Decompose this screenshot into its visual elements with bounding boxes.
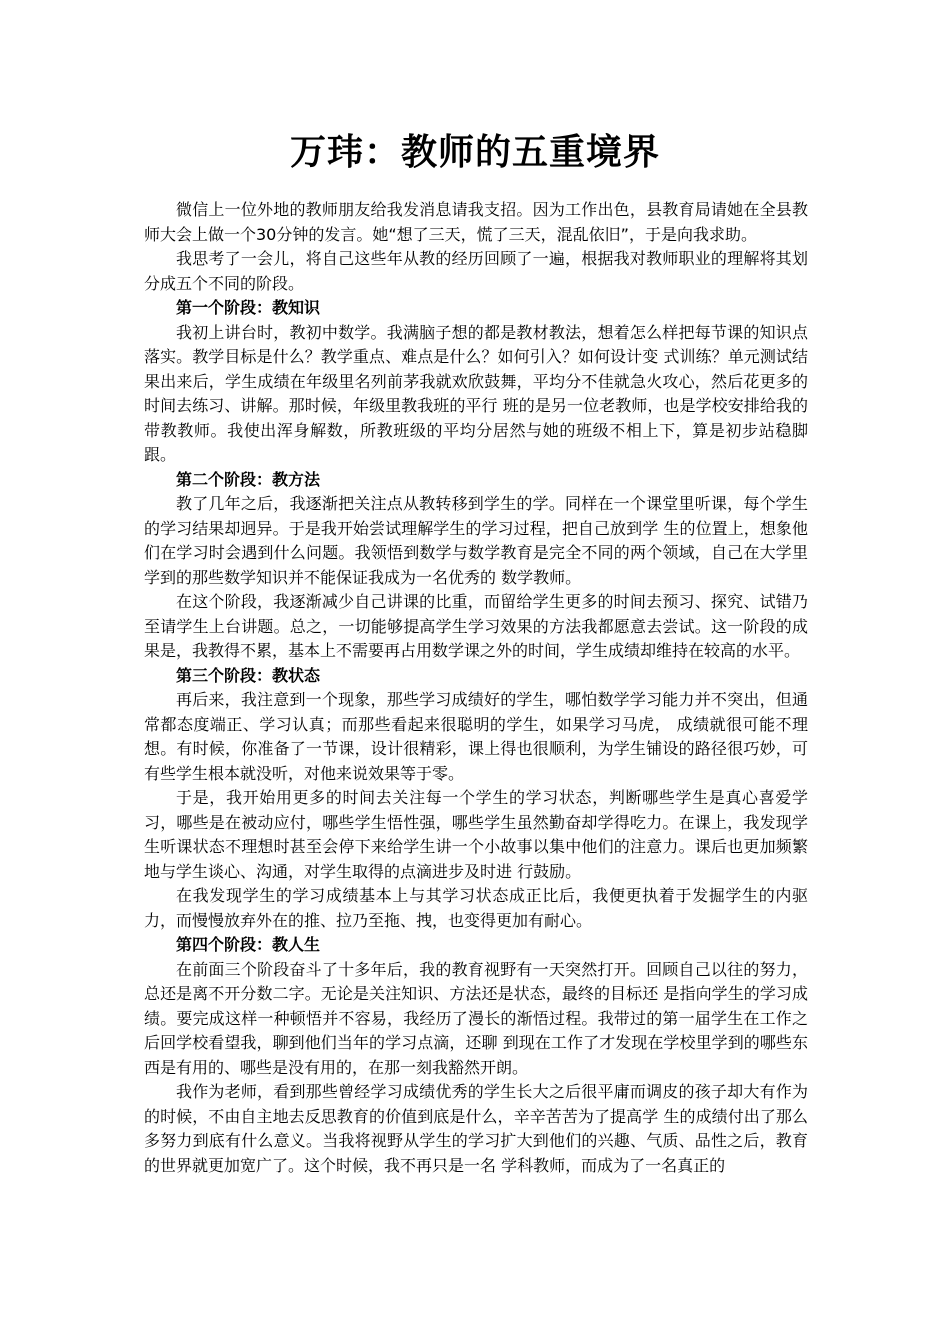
paragraph: 微信上一位外地的教师朋友给我发消息请我支招。因为工作出色，县教育局请她在全县教师大会上做一个30分钟的发言。她“想了三天，慌了三天，混乱依旧”，于是向我求助。	[144, 200, 808, 244]
paragraph: 我思考了一会儿，将自己这些年从教的经历回顾了一遍，根据我对教师职业的理解将其划分成五个不同的阶段。	[144, 249, 808, 293]
document-title: 万玮：教师的五重境界	[289, 131, 660, 173]
paragraph: 我初上讲台时，教初中数学。我满脑子想的都是教材教法，想着怎么样把每节课的知识点落实。教学目标是什么？教学重点、难点是什么？如何引入？如何设计变 式训练？单元测试结果出来后，学生成绩在年级里名列前茅我就欢欣鼓舞，平均分不佳就急火攻心，然后花更多的时间去练习、讲解。那时候，年级里教我班的平行 班的是另一位老教师，也是学校安排给我的带教教师。我使出浑身解数，所教班级的平均分居然与她的班级不相上下，算是初步站稳脚跟。	[144, 322, 808, 464]
paragraph: 在前面三个阶段奋斗了十多年后，我的教育视野有一天突然打开。回顾自己以往的努力，总还是离不开分数二字。无论是关注知识、方法还是状态，最终的目标还 是指向学生的学习成绩。要完成这样一种顿悟并不容易，我经历了漫长的渐悟过程。我带过的第一届学生在工作之后回学校看望我，聊到他们当年的学习点滴，还聊 到现在工作了才发现在学校里学到的哪些东西是有用的、哪些是没有用的，在那一刻我豁然开朗。	[144, 959, 808, 1077]
paragraph: 于是，我开始用更多的时间去关注每一个学生的学习状态，判断哪些学生是真心喜爱学习，哪些是在被动应付，哪些学生悟性强，哪些学生虽然勤奋却学得吃力。在课上，我发现学生听课状态不理想时甚至会停下来给学生讲一个小故事以集中他们的注意力。课后也更加频繁地与学生谈心、沟通，对学生取得的点滴进步及时进 行鼓励。	[144, 788, 808, 881]
document-body	[144, 198, 808, 1178]
section-heading: 第三个阶段：教状态	[176, 665, 321, 685]
paragraph: 在我发现学生的学习成绩基本上与其学习状态成正比后，我便更执着于发掘学生的内驱力，而慢慢放弃外在的推、拉乃至拖、拽，也变得更加有耐心。	[144, 886, 808, 930]
paragraph: 再后来，我注意到一个现象，那些学习成绩好的学生，哪怕数学学习能力并不突出，但通常都态度端正、学习认真；而那些看起来很聪明的学生，如果学习马虎， 成绩就很可能不理想。有时候，你准备了一节课，设计很精彩，课上得也很顺利，为学生铺设的路径很巧妙，可有些学生根本就没听，对他来说效果等于零。	[144, 690, 808, 783]
paragraph: 我作为老师，看到那些曾经学习成绩优秀的学生长大之后很平庸而调皮的孩子却大有作为的时候，不由自主地去反思教育的价值到底是什么，辛辛苦苦为了提高学 生的成绩付出了那么多努力到底有什么意义。当我将视野从学生的学习扩大到他们的兴趣、气质、品性之后，教育的世界就更加宽广了。这个时候，我不再只是一名 学科教师，而成为了一名真正的	[144, 1082, 808, 1175]
paragraph: 在这个阶段，我逐渐减少自己讲课的比重，而留给学生更多的时间去预习、探究、试错乃至请学生上台讲题。总之，一切能够提高学生学习效果的方法我都愿意去尝试。这一阶段的成果是，我教得不累，基本上不需要再占用数学课之外的时间，学生成绩却维持在较高的水平。	[144, 592, 808, 660]
section-heading: 第一个阶段：教知识	[176, 298, 321, 317]
paragraph: 教了几年之后，我逐渐把关注点从教转移到学生的学。同样在一个课堂里听课，每个学生的学习结果却迥异。于是我开始尝试理解学生的学习过程，把自己放到学 生的位置上，想象他们在学习时会遇到什么问题。我领悟到数学与数学教育是完全不同的两个领域，自己在大学里学到的那些数学知识并不能保证我成为一名优秀的 数学教师。	[144, 494, 808, 587]
section-heading: 第四个阶段：教人生	[176, 935, 321, 954]
section-heading: 第二个阶段：教方法	[176, 469, 321, 489]
